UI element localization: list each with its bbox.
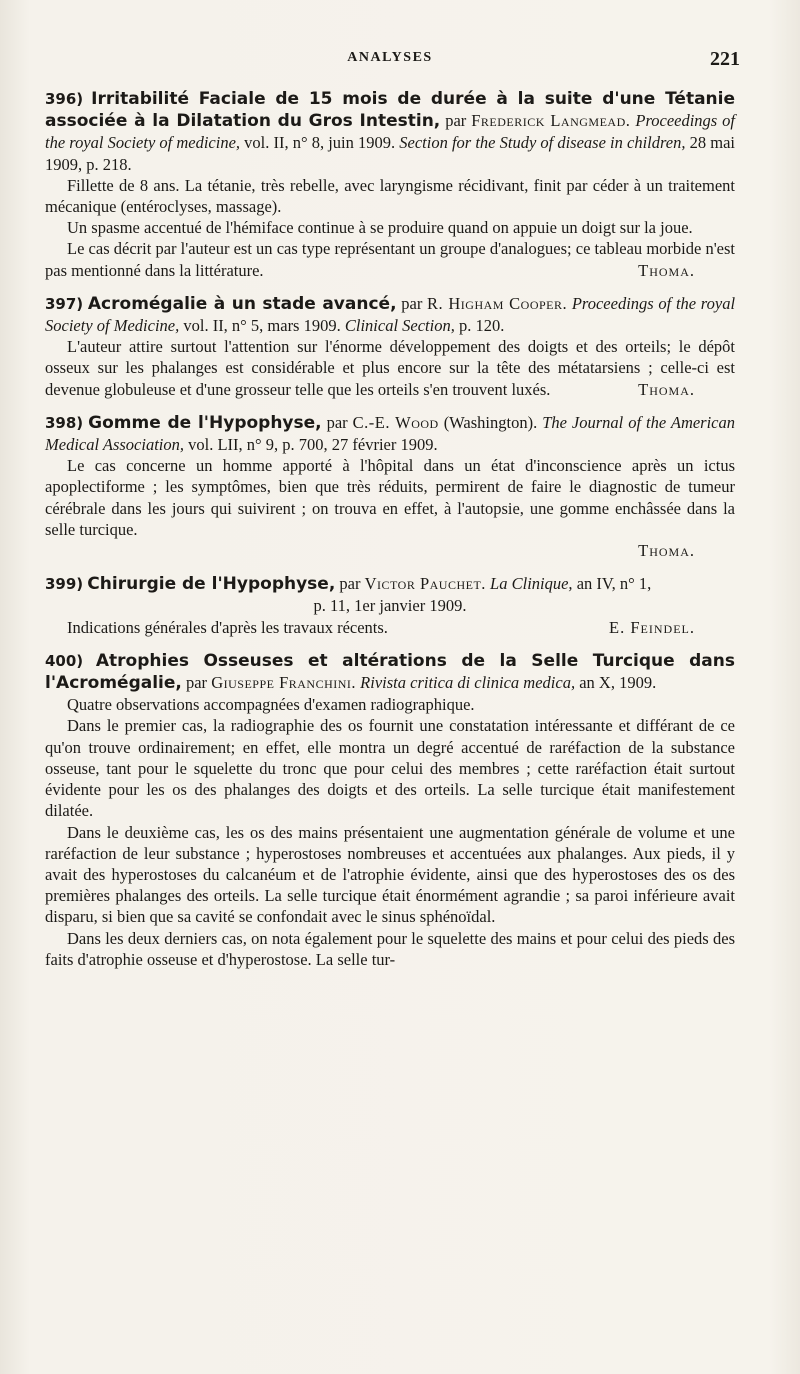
entry-by: par (335, 574, 365, 594)
abstract-entry-397 (45, 293, 735, 400)
entry-paragraph: Dans le premier cas, la radiographie des os fournit une constatation intéressante et différant de ce qu'on trouve ordinairement; en effet, elle montra un degré accentué de raréfaction de la substance osseuse, tant pour le squelette du tronc que pour celui des membres ; cette raréfaction était surtout évidente pour les os des phalanges des doigts et des orteils. La selle turcique était manifestement dilatée. (45, 716, 735, 821)
entry-source: Proceedings of the royal Society of medicine, (45, 111, 736, 153)
entry-title: Irritabilité Faciale de 15 mois de durée à la suite d'une Tétanie associée à la Dilatation du Gros Intestin, (45, 89, 736, 132)
entry-paragraph: Un spasme accentué de l'hémiface continue à se produire quand on appuie un doigt sur la joue. (67, 218, 693, 238)
entry-source: Proceedings of the royal Society of Medicine, (45, 293, 736, 336)
entry-heading (45, 88, 735, 175)
entry-paragraph: Fillette de 8 ans. La tétanie, très rebelle, avec laryngisme récidivant, finit par céder à un traitement mécanique (entéroclyses, massage). (45, 175, 735, 217)
abstract-entry-396 (45, 88, 735, 281)
entry-section: Clinical Section, (344, 316, 455, 336)
entry-paragraph: Dans les deux derniers cas, on nota également pour le squelette des mains et pour celui des pieds des faits d'atrophie osseuse et d'hyperostose. La selle tur- (45, 928, 735, 969)
entry-number: 398) (45, 413, 84, 432)
entry-author: Frederick Langmead. (471, 111, 631, 131)
entry-paragraph-text: Le cas décrit par l'auteur est un cas type représentant un groupe d'analogues; ce tableau morbide n'est pas mentionné dans la littérature. (45, 239, 735, 280)
entry-section-details: p. 120. (454, 316, 505, 336)
entry-title: Gomme de l'Hypophyse, (88, 412, 322, 433)
entry-by: par (321, 412, 353, 432)
entry-source-details: vol. LII, n° 9, p. 700, 27 février 1909. (184, 435, 438, 455)
entry-paragraph-text: Indications générales d'après les travaux récents. (67, 617, 388, 637)
entry-source-details: an IV, n° 1, (572, 574, 652, 594)
entry-paragraph (45, 617, 735, 638)
entry-heading (45, 412, 735, 455)
entry-source-details: vol. II, n° 5, mars 1909. (179, 316, 345, 336)
running-head: ANALYSES (347, 50, 433, 65)
entry-paragraph-text: L'auteur attire surtout l'attention sur l'énorme développement des doigts et des orteils; le dépôt osseux sur les phalanges est considérable et plus encore sur la tête des métatarsiens ; celle-ci est devenue globuleuse et d'une grosseur telle que les orteils s'en trouvent luxés. (45, 337, 735, 399)
entry-paragraph: Le cas concerne un homme apporté à l'hôpital dans un état d'inconscience après un ictus apoplectiforme ; les symptômes, bien que très réduits, permirent de faire le diagnostic de tumeur cérébrale dans les jours qui suivirent ; on trouva en effet, à l'autopsie, une gomme enchâssée dans la selle turcique. (45, 456, 735, 539)
entry-number: 400) (45, 651, 84, 670)
entry-paragraph (45, 238, 735, 280)
entry-signature: E. Feindel. (609, 617, 695, 637)
entry-signature: Thoma. (638, 260, 695, 280)
entry-section-details: 28 mai 1909, p. 218. (45, 133, 736, 174)
entry-heading (45, 650, 735, 694)
entry-signature: Thoma. (638, 541, 695, 561)
entry-author: Giuseppe Franchini. (211, 673, 357, 693)
abstract-entry-400 (45, 650, 735, 970)
entry-section: Section for the Study of disease in children, (399, 133, 686, 153)
page-body (45, 88, 735, 982)
entry-number: 399) (45, 575, 84, 594)
entry-source-line2: p. 11, 1er janvier 1909. (313, 596, 467, 616)
entry-author: Victor Pauchet. (364, 574, 486, 594)
entry-paragraph (45, 336, 735, 400)
abstract-entry-398 (45, 412, 735, 561)
entry-by: par (181, 673, 212, 693)
entry-heading (45, 293, 735, 336)
entry-title: Chirurgie de l'Hypophyse, (87, 574, 336, 595)
entry-source-details: an X, 1909. (575, 673, 657, 693)
entry-title: Atrophies Osseuses et altérations de la Selle Turcique dans l'Acromégalie, (45, 650, 736, 694)
entry-source-details: vol. II, n° 8, juin 1909. (240, 133, 400, 153)
entry-title: Acromégalie à un stade avancé, (87, 293, 397, 314)
entry-paragraph: Dans le deuxième cas, les os des mains présentaient une augmentation générale de volume et une raréfaction de leur substance ; hyperostoses nombreuses et accentuées aux phalanges. Aux pieds, il y avait des hyperostoses du calcanéum et de l'atrophie évidente, ainsi que des hyperostoses des os des premières phalanges des orteils. La selle turcique était énormément agrandie ; sa paroi inférieure avait disparu, si bien que sa cavité se confondait avec le sinus sphénoïdal. (45, 822, 735, 927)
entry-author-location: (Washington). (438, 412, 543, 432)
entry-source: Rivista critica di clinica medica, (360, 673, 576, 693)
page-number: 221 (710, 48, 740, 70)
entry-source: The Journal of the American Medical Association, (45, 412, 736, 455)
entry-by: par (396, 293, 428, 313)
abstract-entry-399 (45, 573, 735, 638)
entry-number: 397) (45, 294, 84, 313)
entry-by: par (440, 111, 472, 131)
entry-number: 396) (45, 90, 84, 108)
page-header (40, 48, 740, 74)
entry-paragraph: Quatre observations accompagnées d'examen radiographique. (67, 695, 475, 715)
entry-author: C.-E. Wood (352, 412, 439, 432)
entry-heading (45, 573, 735, 595)
entry-source: La Clinique, (490, 574, 573, 594)
entry-signature: Thoma. (638, 379, 695, 399)
entry-author: R. Higham Cooper. (427, 293, 568, 313)
